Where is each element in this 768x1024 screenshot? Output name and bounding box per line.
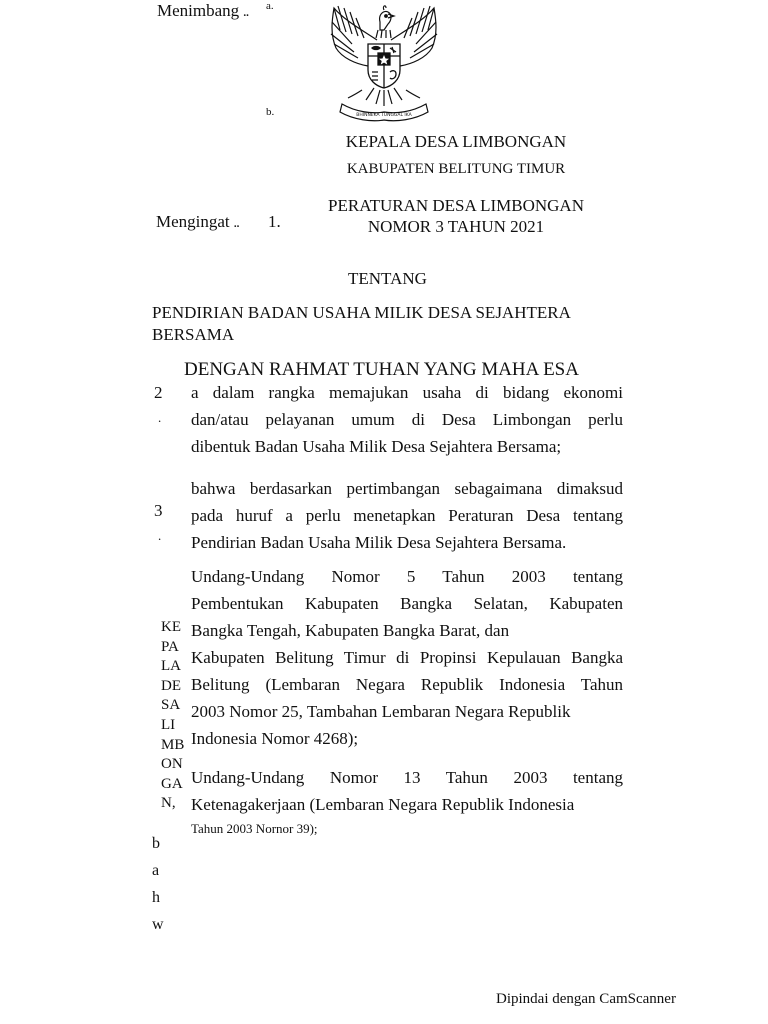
paragraph-4-line: Undang-Undang Nomor 13 Tahun 2003 tentang: [191, 768, 623, 787]
vertical-text-bahwa: [152, 830, 164, 938]
paragraph-2-line: pada huruf a perlu menetapkan Peraturan Desa tentang: [191, 506, 623, 525]
regulation-title: PERATURAN DESA LIMBONGAN: [328, 196, 584, 215]
vertical-text-fragment: GA: [161, 775, 183, 792]
paragraph-3-line: Undang-Undang Nomor 5 Tahun 2003 tentang: [191, 567, 623, 586]
paragraph-4-small-line: Tahun 2003 Nornor 39);: [191, 821, 318, 836]
vertical-text-fragment: DE: [161, 677, 181, 694]
item-1-marker: 1.: [268, 212, 281, 231]
item-b-marker: b.: [266, 106, 275, 118]
item-3-marker: 3: [154, 501, 163, 520]
menimbang-colon: ..: [243, 7, 249, 19]
paragraph-2-line: bahwa berdasarkan pertimbangan sebagaimana dimaksud: [191, 479, 623, 498]
camscanner-footer: Dipindai dengan CamScanner: [496, 991, 676, 1007]
garuda-pancasila-emblem: [322, 0, 446, 124]
item-2-marker: 2: [154, 383, 163, 402]
paragraph-3-line: Belitung (Lembaran Negara Republik Indonesia Tahun: [191, 675, 623, 694]
paragraph-1-line: dan/atau pelayanan umum di Desa Limbongan perlu: [191, 410, 623, 429]
paragraph-3-line: Bangka Tengah, Kabupaten Bangka Barat, dan: [191, 621, 510, 640]
vertical-text-fragment: w: [152, 916, 164, 933]
emblem-motto: BHINNEKA TUNGGAL IKA: [356, 113, 412, 118]
blessing-heading: DENGAN RAHMAT TUHAN YANG MAHA ESA: [184, 359, 579, 380]
paragraph-3-line: Kabupaten Belitung Timur di Propinsi Kepulauan Bangka: [191, 648, 623, 667]
vertical-text-fragment: LI: [161, 716, 176, 733]
vertical-text-fragment: KE: [161, 619, 181, 635]
mengingat-colon: ..: [233, 218, 240, 230]
vertical-text-fragment: MB: [161, 736, 185, 753]
vertical-text-fragment: ON: [161, 756, 183, 773]
paragraph-1-line: dibentuk Badan Usaha Milik Desa Sejahtera Bersama;: [191, 437, 562, 456]
paragraph-4-line: Ketenagakerjaan (Lembaran Negara Republik Indonesia: [191, 795, 575, 814]
tentang-heading: TENTANG: [348, 269, 427, 288]
vertical-text-fragment: h: [152, 889, 160, 906]
vertical-text-fragment: SA: [161, 697, 181, 714]
paragraph-3-line: Indonesia Nomor 4268);: [191, 729, 359, 748]
page-title: KEPALA DESA LIMBONGAN: [345, 132, 567, 151]
paragraph-3-line: 2003 Nomor 25, Tambahan Lembaran Negara Republik: [191, 702, 571, 721]
mengingat-label: Mengingat ..: [156, 212, 240, 231]
item-3-dot: .: [158, 528, 162, 543]
vertical-text-fragment: N,: [161, 795, 176, 812]
regulation-number: NOMOR 3 TAHUN 2021: [367, 217, 545, 236]
vertical-text-fragment: LA: [161, 658, 181, 675]
vertical-text-kepala: [161, 618, 184, 814]
menimbang-label: Menimbang ..: [157, 1, 249, 20]
vertical-text-fragment: b: [152, 835, 160, 852]
subject-line-1: PENDIRIAN BADAN USAHA MILIK DESA SEJAHTERA: [152, 303, 571, 322]
paragraph-2-line: Pendirian Badan Usaha Milik Desa Sejahtera Bersama.: [191, 533, 567, 552]
paragraph-4: [191, 764, 623, 818]
paragraph-1-line: a dalam rangka memajukan usaha di bidang ekonomi: [191, 383, 623, 402]
item-2-dot: .: [158, 410, 162, 425]
subject-line-2: BERSAMA: [152, 325, 235, 344]
paragraph-1: [191, 379, 623, 460]
regency-title: KABUPATEN BELITUNG TIMUR: [346, 161, 566, 177]
paragraph-3: [191, 563, 623, 752]
paragraph-2: [191, 475, 623, 556]
item-a-marker: a.: [266, 0, 274, 12]
vertical-text-fragment: a: [152, 862, 160, 879]
vertical-text-fragment: PA: [161, 638, 179, 655]
paragraph-3-line: Pembentukan Kabupaten Bangka Selatan, Kabupaten: [191, 594, 623, 613]
